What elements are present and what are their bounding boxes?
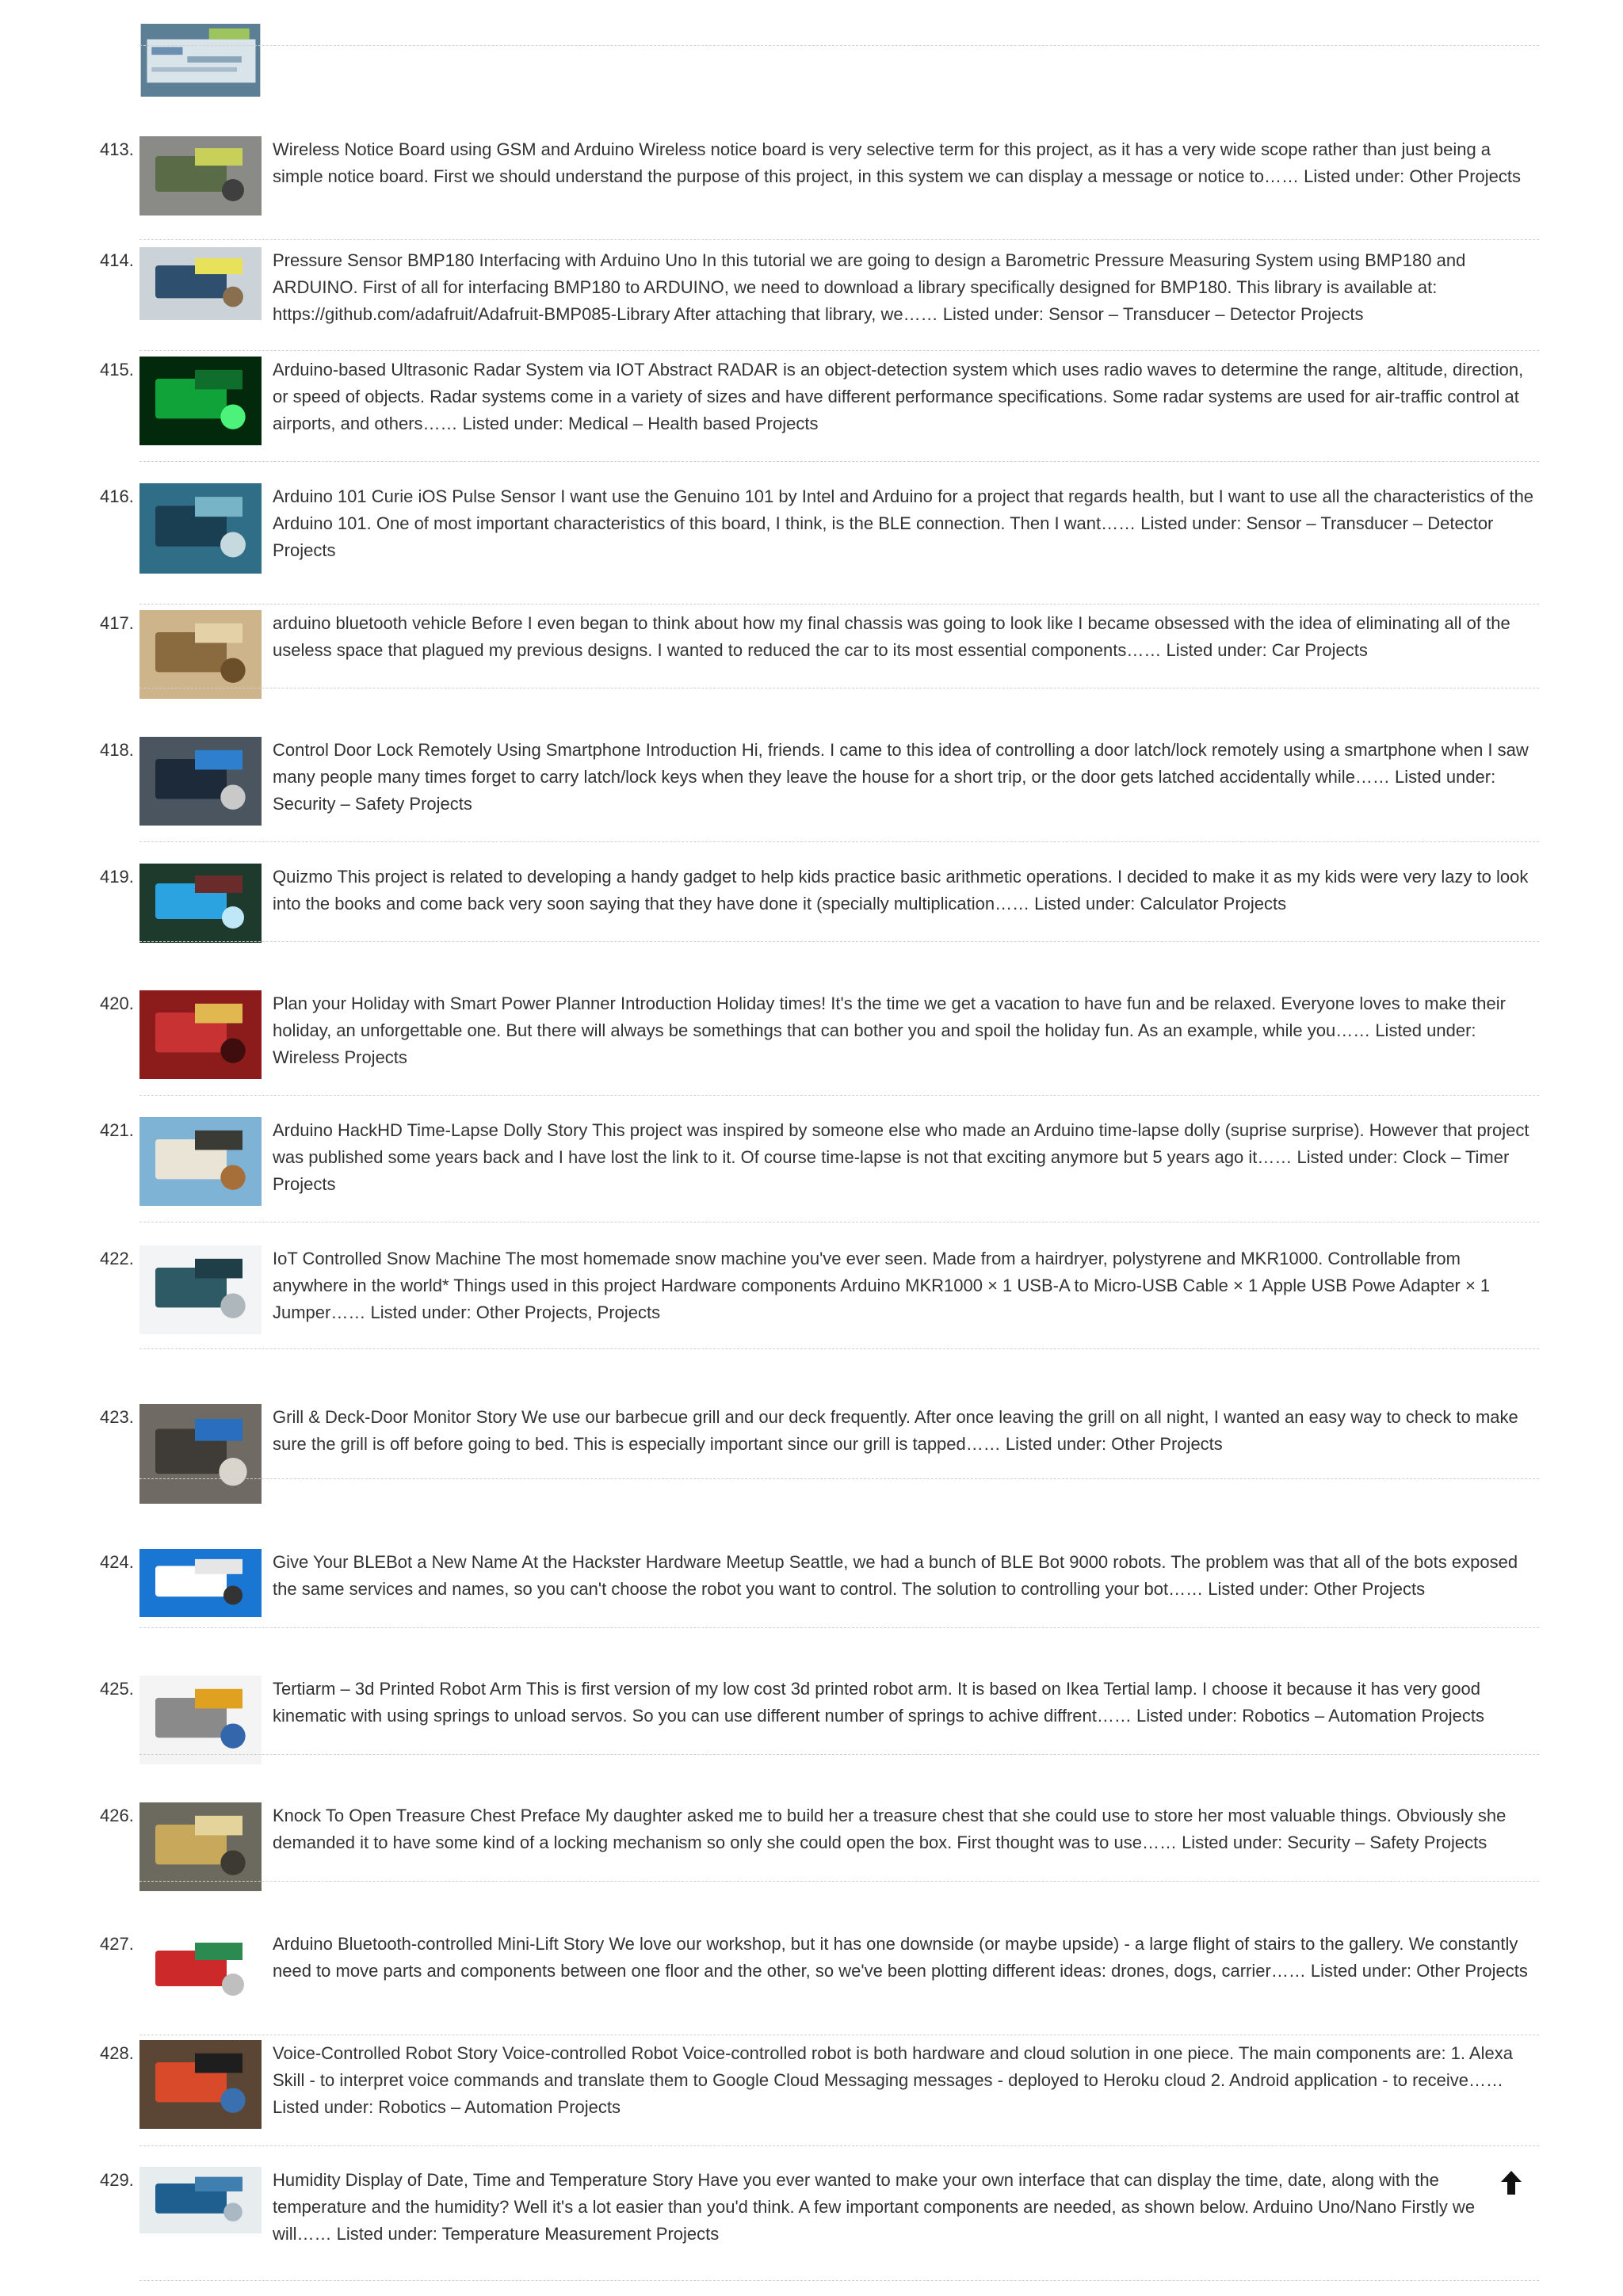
project-photo-icon [139,1117,262,1206]
project-description-link[interactable]: Pressure Sensor BMP180 Interfacing with Arduino Uno In this tutorial we are going to design a Barometric Pressure Measuring System using BMP180 and ARDUINO. First of all for interfacing BMP180 to ARDUINO, we need to download a library specifically designed for BMP180. This library is available at: https://github.com/adafruit/Adafruit-BMP085-Library After attaching that library, we…… Listed under: Sensor – Transducer – Detector Projects [273,250,1466,324]
project-thumbnail[interactable] [139,1404,262,1504]
item-number: 418. [100,740,134,760]
separator [139,841,1539,842]
project-description-link[interactable]: Give Your BLEBot a New Name At the Hackster Hardware Meetup Seattle, we had a bunch of BLE Bot 9000 robots. The problem was that all of the bots exposed the same services and names, so you can't choose the robot you want to control. The solution to controlling your bot…… Listed under: Other Projects [273,1552,1518,1599]
separator [139,461,1539,462]
project-thumbnail[interactable] [139,357,262,445]
separator [139,941,1539,942]
project-photo-icon [139,1404,262,1504]
project-thumbnail[interactable] [139,1676,262,1764]
separator [139,1627,1539,1628]
project-description-link[interactable]: Humidity Display of Date, Time and Temperature Story Have you ever wanted to make your own interface that can display the time, date, along with the temperature and the humidity? Well it's a lot easier than you'd think. A few important components are needed, as shown below. Arduino Uno/Nano Firstly we will…… Listed under: Temperature Measurement Projects [273,2170,1476,2244]
project-description-link[interactable]: Arduino Bluetooth-controlled Mini-Lift Story We love our workshop, but it has one downside (or maybe upside) - a large flight of stairs to the gallery. We constantly need to move parts and components between one floor and the other, so we've been plotting different ideas: drones, dogs, carrier…… Listed under: Other Projects [273,1934,1528,1981]
item-number: 413. [100,139,134,159]
project-description-link[interactable]: Wireless Notice Board using GSM and Arduino Wireless notice board is very selective term for this project, as it has a very wide scope rather than just being a simple notice board. First we should understand the purpose of this project, in this system we can display a message or notice to…… Listed under: Other Projects [273,139,1521,186]
monitor-screen-icon [139,24,262,97]
project-photo-icon [139,610,262,699]
item-number: 427. [100,1934,134,1954]
project-thumbnail[interactable] [139,1117,262,1206]
item-number: 422. [100,1249,134,1268]
project-thumbnail[interactable] [139,483,262,574]
project-photo-icon [139,2040,262,2129]
project-description-link[interactable]: Knock To Open Treasure Chest Preface My daughter asked me to build her a treasure chest that she could use to store her most valuable things. Obviously she demanded it to have some kind of a locking mechanism so only she could open the box. First thought was to use…… Listed under: Security – Safety Projects [273,1806,1507,1852]
item-number: 419. [100,867,134,887]
project-thumbnail[interactable] [139,1549,262,1617]
item-number: 428. [100,2043,134,2063]
project-thumbnail-top[interactable] [139,24,262,98]
project-thumbnail[interactable] [139,1931,262,2010]
project-thumbnail[interactable] [139,1245,262,1334]
project-photo-icon [139,1931,262,2010]
project-thumbnail[interactable] [139,2167,262,2233]
project-description-link[interactable]: arduino bluetooth vehicle Before I even began to think about how my final chassis was going to look like I became obsessed with the idea of eliminating all of the useless space that plagued my previous designs. I wanted to reduced the car to its most essential components…… Listed under: Car Projects [273,613,1510,660]
separator [139,239,1539,240]
project-photo-icon [139,136,262,215]
project-photo-icon [139,1245,262,1334]
project-photo-icon [139,2167,262,2233]
item-number: 425. [100,1679,134,1699]
project-description-link[interactable]: IoT Controlled Snow Machine The most homemade snow machine you've ever seen. Made from a hairdryer, polystyrene and MKR1000. Controllable from anywhere in the world* Things used in this project Hardware components Arduino MKR1000 × 1 USB-A to Micro-USB Cable × 1 Apple USB Powe Adapter × 1 Jumper…… Listed under: Other Projects, Projects [273,1249,1491,1322]
project-photo-icon [139,990,262,1079]
project-photo-icon [139,1802,262,1891]
project-photo-icon [139,1676,262,1764]
project-description-link[interactable]: Arduino-based Ultrasonic Radar System via IOT Abstract RADAR is an object-detection system which uses radio waves to determine the range, altitude, direction, or speed of objects. Radar systems come in a variety of sizes and have different performance specifications. Some radar systems are used for air-traffic control at airports, and others…… Listed under: Medical – Health based Projects [273,360,1524,433]
project-description-link[interactable]: Grill & Deck-Door Monitor Story We use our barbecue grill and our deck frequently. After once leaving the grill on all night, I wanted an easy way to check to make sure the grill is off before going to bed. This is especially important since our grill is tapped…… Listed under: Other Projects [273,1407,1518,1454]
project-description-link[interactable]: Arduino HackHD Time-Lapse Dolly Story This project was inspired by someone else who made an Arduino time-lapse dolly (suprise surprise). However that project was published some years back and I have lost the link to it. Of course time-lapse is not that exciting anymore but 5 years ago it…… Listed under: Clock – Timer Projects [273,1120,1529,1194]
project-photo-icon [139,1549,262,1617]
project-thumbnail[interactable] [139,737,262,826]
separator [139,45,1539,46]
item-number: 429. [100,2170,134,2190]
item-number: 420. [100,994,134,1013]
separator [139,1478,1539,1479]
item-number: 424. [100,1552,134,1572]
project-description-link[interactable]: Plan your Holiday with Smart Power Planner Introduction Holiday times! It's the time we get a vacation to have fun and be relaxed. Everyone loves to make their holiday, an unforgettable one. But there will always be somethings that can bother you and spoil the holiday fun. As an example, while you…… Listed under: Wireless Projects [273,994,1506,1067]
project-description-link[interactable]: Voice-Controlled Robot Story Voice-controlled Robot Voice-controlled robot is both hardware and cloud solution in one piece. The main components are: 1. Alexa Skill - to interpret voice commands and translate them to Google Cloud Messaging messages - deployed to Heroku cloud 2. Android application - to receive…… Listed under: Robotics – Automation Projects [273,2043,1513,2117]
item-number: 414. [100,250,134,270]
project-photo-icon [139,357,262,445]
separator [139,604,1539,605]
project-photo-icon [139,483,262,574]
separator [139,2280,1539,2281]
item-number: 421. [100,1120,134,1140]
item-number: 417. [100,613,134,633]
project-description-link[interactable]: Arduino 101 Curie iOS Pulse Sensor I want use the Genuino 101 by Intel and Arduino for a project that regards health, but I want to use all the characteristics of the Arduino 101. One of most important characteristics of this board, I think, is the BLE connection. Then I want…… Listed under: Sensor – Transducer – Detector Projects [273,486,1534,560]
item-number: 423. [100,1407,134,1427]
item-number: 416. [100,486,134,506]
project-thumbnail[interactable] [139,864,262,943]
separator [139,1095,1539,1096]
project-thumbnail[interactable] [139,610,262,699]
project-thumbnail[interactable] [139,1802,262,1891]
project-description-link[interactable]: Control Door Lock Remotely Using Smartphone Introduction Hi, friends. I came to this idea of controlling a door latch/lock remotely using a smartphone when I saw many people many times forget to carry latch/lock keys when they leave the house for a short trip, or the door gets latched accidentally while…… Listed under: Security – Safety Projects [273,740,1529,814]
project-thumbnail[interactable] [139,990,262,1079]
project-description-link[interactable]: Quizmo This project is related to developing a handy gadget to help kids practice basic arithmetic operations. I decided to make it as my kids were very lazy to look into the books and come back very soon saying that they have done it (specially multiplication…… Listed under: Calculator Projects [273,867,1529,913]
project-photo-icon [139,737,262,826]
project-thumbnail[interactable] [139,136,262,215]
separator [139,1881,1539,1882]
separator [139,2145,1539,2146]
item-number: 415. [100,360,134,379]
item-number: 426. [100,1806,134,1825]
project-photo-icon [139,864,262,943]
project-description-link[interactable]: Tertiarm – 3d Printed Robot Arm This is first version of my low cost 3d printed robot arm. It is based on Ikea Tertial lamp. I choose it because it has very good kinematic with using springs to unload servos. So you can use different number of springs to achive diffrent…… Listed under: Robotics – Automation Projects [273,1679,1484,1726]
separator [139,1348,1539,1349]
separator [139,350,1539,351]
project-thumbnail[interactable] [139,2040,262,2129]
project-thumbnail[interactable] [139,247,262,320]
project-photo-icon [139,247,262,320]
separator [139,1754,1539,1755]
arrow-up-icon[interactable] [1499,2169,1523,2196]
